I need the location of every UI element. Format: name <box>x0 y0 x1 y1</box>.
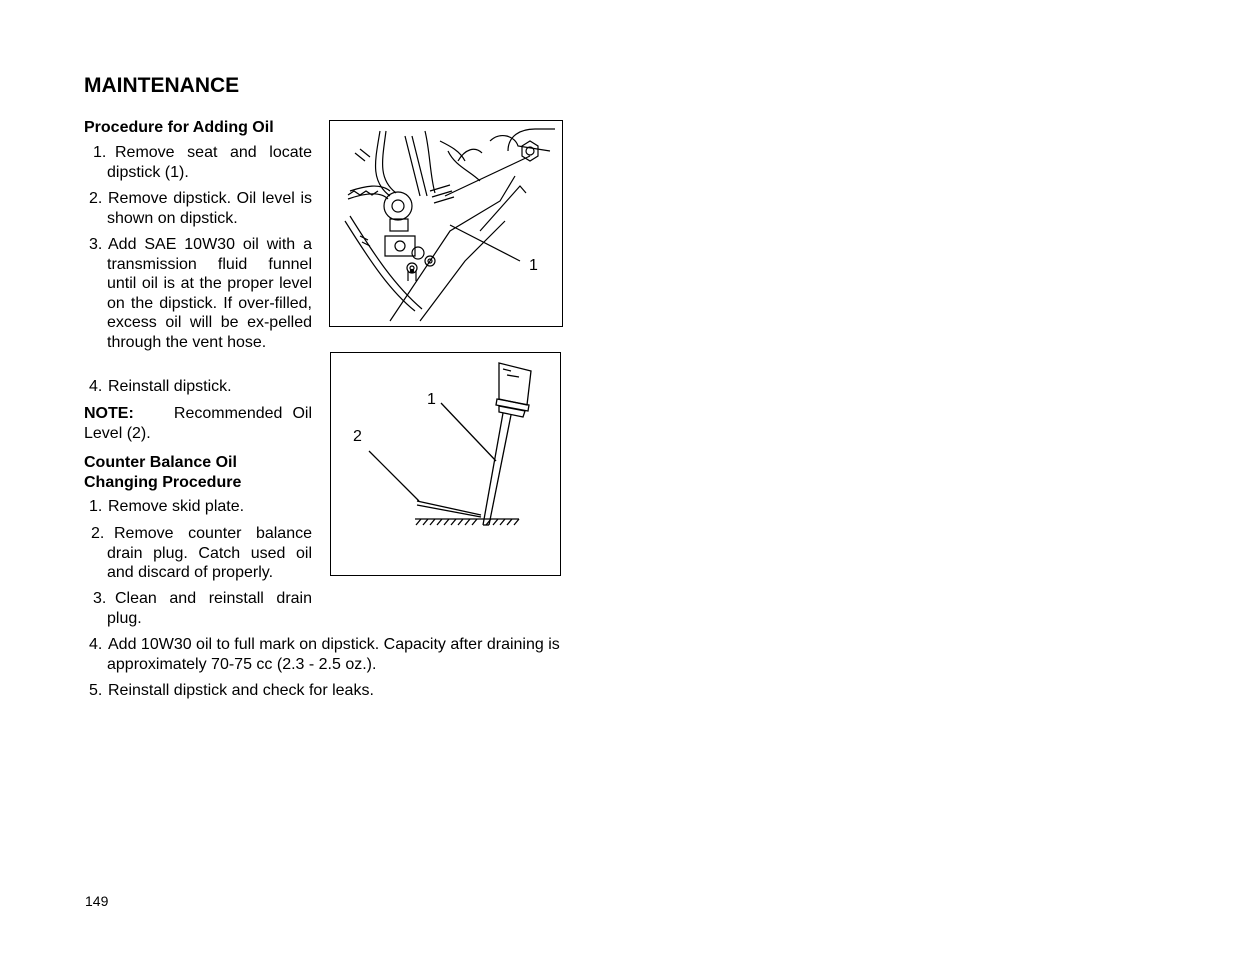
step-text: Reinstall dipstick and check for leaks. <box>108 682 374 699</box>
step-text: Remove skid plate. <box>108 498 245 515</box>
counter-balance-heading-line1: Counter Balance Oil <box>84 454 237 471</box>
counter-balance-step-1 <box>84 497 312 517</box>
dipstick-oil-level-figure <box>330 352 561 576</box>
step-number: 3. <box>89 236 103 253</box>
step-number: 1. <box>89 498 103 515</box>
adding-oil-step-4 <box>84 377 312 397</box>
step-text: Clean and reinstall drain plug. <box>107 590 312 627</box>
step-number: 1. <box>93 144 107 161</box>
dipstick-illustration <box>331 353 560 575</box>
dipstick-location-figure <box>329 120 563 327</box>
adding-oil-heading: Procedure for Adding Oil <box>84 119 274 136</box>
counter-balance-heading-line2: Changing Procedure <box>84 474 242 491</box>
section-title: MAINTENANCE <box>84 74 240 97</box>
counter-balance-step-5 <box>84 681 587 701</box>
note-label: NOTE: <box>84 405 134 422</box>
step-text: Remove counter balance drain plug. Catch used oil and discard of properly. <box>107 525 312 581</box>
figure2-callout-2: 2 <box>353 428 362 445</box>
step-text: Remove seat and locate dipstick (1). <box>107 144 312 181</box>
engine-illustration <box>330 121 562 326</box>
adding-oil-step-3 <box>84 235 312 352</box>
adding-oil-step-2 <box>84 189 312 228</box>
step-number: 4. <box>89 378 103 395</box>
page-number: 149 <box>85 893 109 909</box>
note-text: Recommended Oil Level (2). <box>84 405 313 442</box>
note <box>84 404 312 443</box>
step-text: Reinstall dipstick. <box>108 378 232 395</box>
counter-balance-step-2 <box>84 524 312 583</box>
step-text: Add 10W30 oil to full mark on dipstick. Capacity after draining is approximately 70-75 cc (2.3 - 2.5 oz.). <box>107 636 560 673</box>
step-number: 4. <box>89 636 103 653</box>
adding-oil-step-1 <box>84 143 312 182</box>
counter-balance-step-4 <box>84 635 587 674</box>
step-number: 5. <box>89 682 103 699</box>
figure1-callout-1: 1 <box>529 257 538 274</box>
step-text: Add SAE 10W30 oil with a transmission fluid funnel until oil is at the proper level on the dipstick. If over-filled, excess oil will be ex-pelled through the vent hose. <box>107 236 312 351</box>
step-number: 2. <box>91 525 105 542</box>
counter-balance-step-3 <box>84 589 312 628</box>
figure2-callout-1: 1 <box>427 391 436 408</box>
step-number: 3. <box>93 590 107 607</box>
step-text: Remove dipstick. Oil level is shown on dipstick. <box>107 190 312 227</box>
step-number: 2. <box>89 190 103 207</box>
